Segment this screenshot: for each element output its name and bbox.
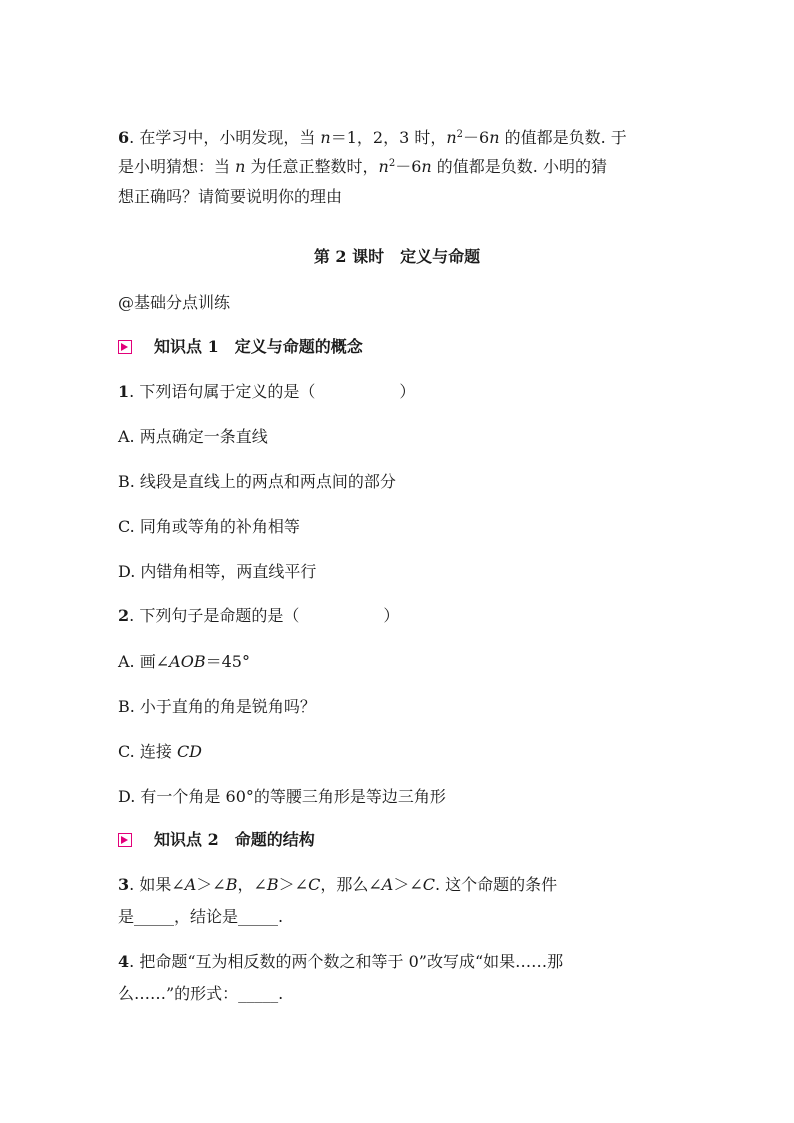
q6-text: . 在学习中，小明发现，当 [129, 128, 321, 147]
var-n: n [489, 128, 500, 147]
segment-name: CD [176, 742, 203, 761]
q2-c-text: C. 连接 [118, 742, 177, 761]
q4-line-1 [118, 951, 563, 973]
q2-paren: ） [383, 606, 400, 625]
angle-var: B [225, 875, 238, 894]
var-n: n [235, 157, 246, 176]
angle-var: A [184, 875, 197, 894]
q3-text: ，∠ [237, 875, 267, 894]
q6-text: 为任意正整数时， [245, 157, 379, 176]
q3-line-1 [118, 874, 557, 896]
q1-option-c: C. 同角或等角的补角相等 [118, 517, 300, 536]
angle-var: B [266, 875, 279, 894]
var-n: n [446, 128, 457, 147]
q3-text: . 这个命题的条件 [435, 875, 558, 894]
q3-text: . 如果∠ [129, 875, 185, 894]
play-triangle-icon [118, 833, 132, 847]
q1-option-d: D. 内错角相等，两直线平行 [118, 562, 317, 581]
q3-text: ，那么∠ [320, 875, 382, 894]
q1-text: . 下列语句属于定义的是（ [129, 382, 316, 401]
q1-option-a: A. 两点确定一条直线 [118, 427, 268, 446]
angle-var: A [381, 875, 394, 894]
q3-line-2: 是_____，结论是_____. [118, 907, 284, 926]
var-n: n [421, 157, 432, 176]
angle-var: C [422, 875, 435, 894]
knowledge-point-2 [118, 829, 315, 851]
q2-option-b: B. 小于直角的角是锐角吗？ [118, 697, 316, 716]
q6-text: 是小明猜想：当 [118, 157, 236, 176]
exponent: 2 [456, 129, 464, 140]
section-title: 第 2 课时 定义与命题 [313, 247, 481, 266]
var-n: n [378, 157, 389, 176]
q6-line-2 [118, 156, 607, 178]
exponent: 2 [388, 158, 396, 169]
section-subtitle: @基础分点训练 [118, 293, 231, 312]
q6-text: 的值都是负数. 小明的猜 [431, 157, 607, 176]
play-triangle-icon [118, 340, 132, 354]
knowledge-point-1 [118, 336, 363, 358]
q1-paren: ） [399, 382, 416, 401]
q1-stem [118, 381, 415, 403]
q1-number: 1 [118, 382, 130, 401]
q2-option-a [118, 651, 250, 673]
q6-text: ＝1，2，3 时， [330, 128, 447, 147]
q4-line-2: 么……”的形式：_____. [118, 984, 284, 1003]
q3-text: ＞∠ [278, 875, 309, 894]
q6-text: －6 [463, 128, 490, 147]
q2-number: 2 [118, 606, 130, 625]
angle-var: C [308, 875, 321, 894]
q3-number: 3 [118, 875, 130, 894]
knowledge-point-label: 知识点 2 命题的结构 [154, 830, 315, 849]
q2-a-text: ＝45° [205, 652, 250, 671]
knowledge-point-label: 知识点 1 定义与命题的概念 [154, 337, 363, 356]
q3-text: ＞∠ [196, 875, 226, 894]
q2-a-text: A. 画∠ [118, 652, 170, 671]
q6-number: 6 [118, 128, 130, 147]
var-n: n [320, 128, 331, 147]
q1-option-b: B. 线段是直线上的两点和两点间的部分 [118, 472, 396, 491]
q2-stem [118, 605, 399, 627]
angle-name: AOB [169, 652, 206, 671]
q2-text: . 下列句子是命题的是（ [129, 606, 300, 625]
q6-line-1 [118, 127, 627, 149]
q4-number: 4 [118, 952, 130, 971]
q3-text: ＞∠ [393, 875, 423, 894]
q6-text: －6 [395, 157, 422, 176]
q6-line-3: 想正确吗？请简要说明你的理由 [118, 187, 343, 206]
q6-text: 的值都是负数. 于 [499, 128, 627, 147]
q2-option-c [118, 741, 202, 763]
q2-option-d: D. 有一个角是 60°的等腰三角形是等边三角形 [118, 787, 446, 806]
q4-text: . 把命题“互为相反数的两个数之和等于 0”改写成“如果……那 [129, 952, 564, 971]
